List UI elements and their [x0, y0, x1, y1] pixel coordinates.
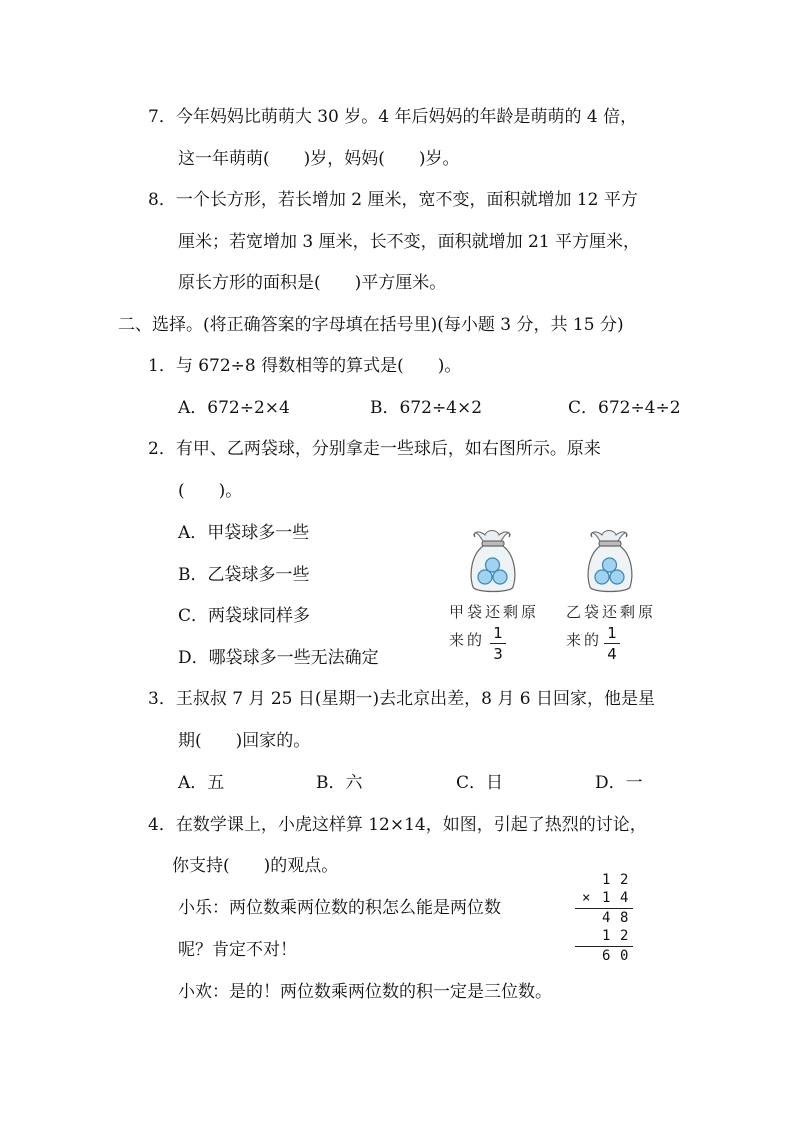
calc-r4-tens: 1 [602, 928, 611, 944]
calc-r3-tens: 4 [602, 910, 611, 926]
q7-line1: 7．今年妈妈比萌萌大 30 岁。4 年后妈妈的年龄是萌萌的 4 倍， [148, 107, 638, 127]
bag-jia-caption-line1: 甲袋还剩原 [449, 603, 540, 621]
bag-yi-fraction-num: 1 [607, 624, 617, 642]
c3-stem-line2: 期( )回家的。 [178, 731, 311, 751]
calc-r4-ones: 2 [620, 928, 629, 944]
calc-r2-ones: 4 [620, 890, 629, 906]
c4-stem-line1: 4．在数学课上，小虎这样算 12×14，如图，引起了热烈的讨论， [148, 815, 647, 835]
c4-xiaole-line2: 呢？肯定不对！ [178, 940, 297, 960]
c3-option-d: D．一 [595, 773, 643, 793]
calc-r2-tens: 1 [602, 890, 611, 906]
q8-line1: 8．一个长方形，若长增加 2 厘米，宽不变，面积就增加 12 平方 [148, 190, 638, 210]
c3-option-a: A．五 [178, 773, 225, 793]
c4-stem-line2: 你支持( )的观点。 [172, 856, 339, 876]
c2-stem-line2: ( )。 [178, 481, 243, 501]
bag-jia-fraction-den: 3 [493, 645, 503, 663]
q8-line3: 原长方形的面积是( )平方厘米。 [178, 273, 447, 293]
calc-r5-ones: 0 [620, 948, 629, 964]
q7-line2: 这一年萌萌( )岁，妈妈( )岁。 [178, 149, 460, 169]
calc-r3-ones: 8 [620, 910, 629, 926]
c2-option-a: A．甲袋球多一些 [178, 523, 310, 543]
bag-yi-fraction-bar [604, 643, 620, 644]
bag-jia-icon [465, 527, 521, 597]
bag-jia-fraction-num: 1 [493, 624, 503, 642]
bag-jia-caption-line2: 来的 [449, 631, 486, 649]
c2-stem-line1: 2．有甲、乙两袋球，分别拿走一些球后，如右图所示。原来 [148, 439, 601, 459]
calc-line-1 [575, 908, 633, 909]
calc-r1-tens: 1 [602, 872, 611, 888]
section2-heading: 二、选择。(将正确答案的字母填在括号里)(每小题 3 分，共 15 分) [118, 315, 624, 335]
bag-yi-caption-line1: 乙袋还剩原 [566, 603, 657, 621]
c1-option-b: B．672÷4×2 [370, 398, 483, 418]
c1-option-a: A．672÷2×4 [178, 398, 290, 418]
bag-jia-fraction-bar [490, 643, 506, 644]
c3-option-b: B．六 [316, 773, 363, 793]
calc-r1-ones: 2 [620, 872, 629, 888]
q8-line2: 厘米；若宽增加 3 厘米，长不变，面积就增加 21 平方厘米， [178, 232, 641, 252]
c4-xiaole-line1: 小乐：两位数乘两位数的积怎么能是两位数 [178, 898, 501, 918]
calc-operator: × [582, 890, 591, 906]
calc-line-2 [575, 946, 633, 947]
c3-option-c: C．日 [456, 773, 504, 793]
bag-yi-caption-line2: 来的 [566, 631, 603, 649]
bag-yi-fraction-den: 4 [607, 645, 617, 663]
c2-option-d: D．哪袋球多一些无法确定 [178, 648, 379, 668]
calc-r5-tens: 6 [602, 948, 611, 964]
c2-option-c: C．两袋球同样多 [178, 606, 311, 626]
bag-yi-icon [582, 527, 638, 597]
c2-option-b: B．乙袋球多一些 [178, 565, 310, 585]
c3-stem-line1: 3．王叔叔 7 月 25 日(星期一)去北京出差，8 月 6 日回家，他是星 [148, 689, 655, 709]
c4-xiaohuan: 小欢：是的！两位数乘两位数的积一定是三位数。 [178, 982, 552, 1002]
c1-option-c: C．672÷4÷2 [568, 398, 681, 418]
c1-stem: 1．与 672÷8 得数相等的算式是( )。 [148, 356, 462, 376]
